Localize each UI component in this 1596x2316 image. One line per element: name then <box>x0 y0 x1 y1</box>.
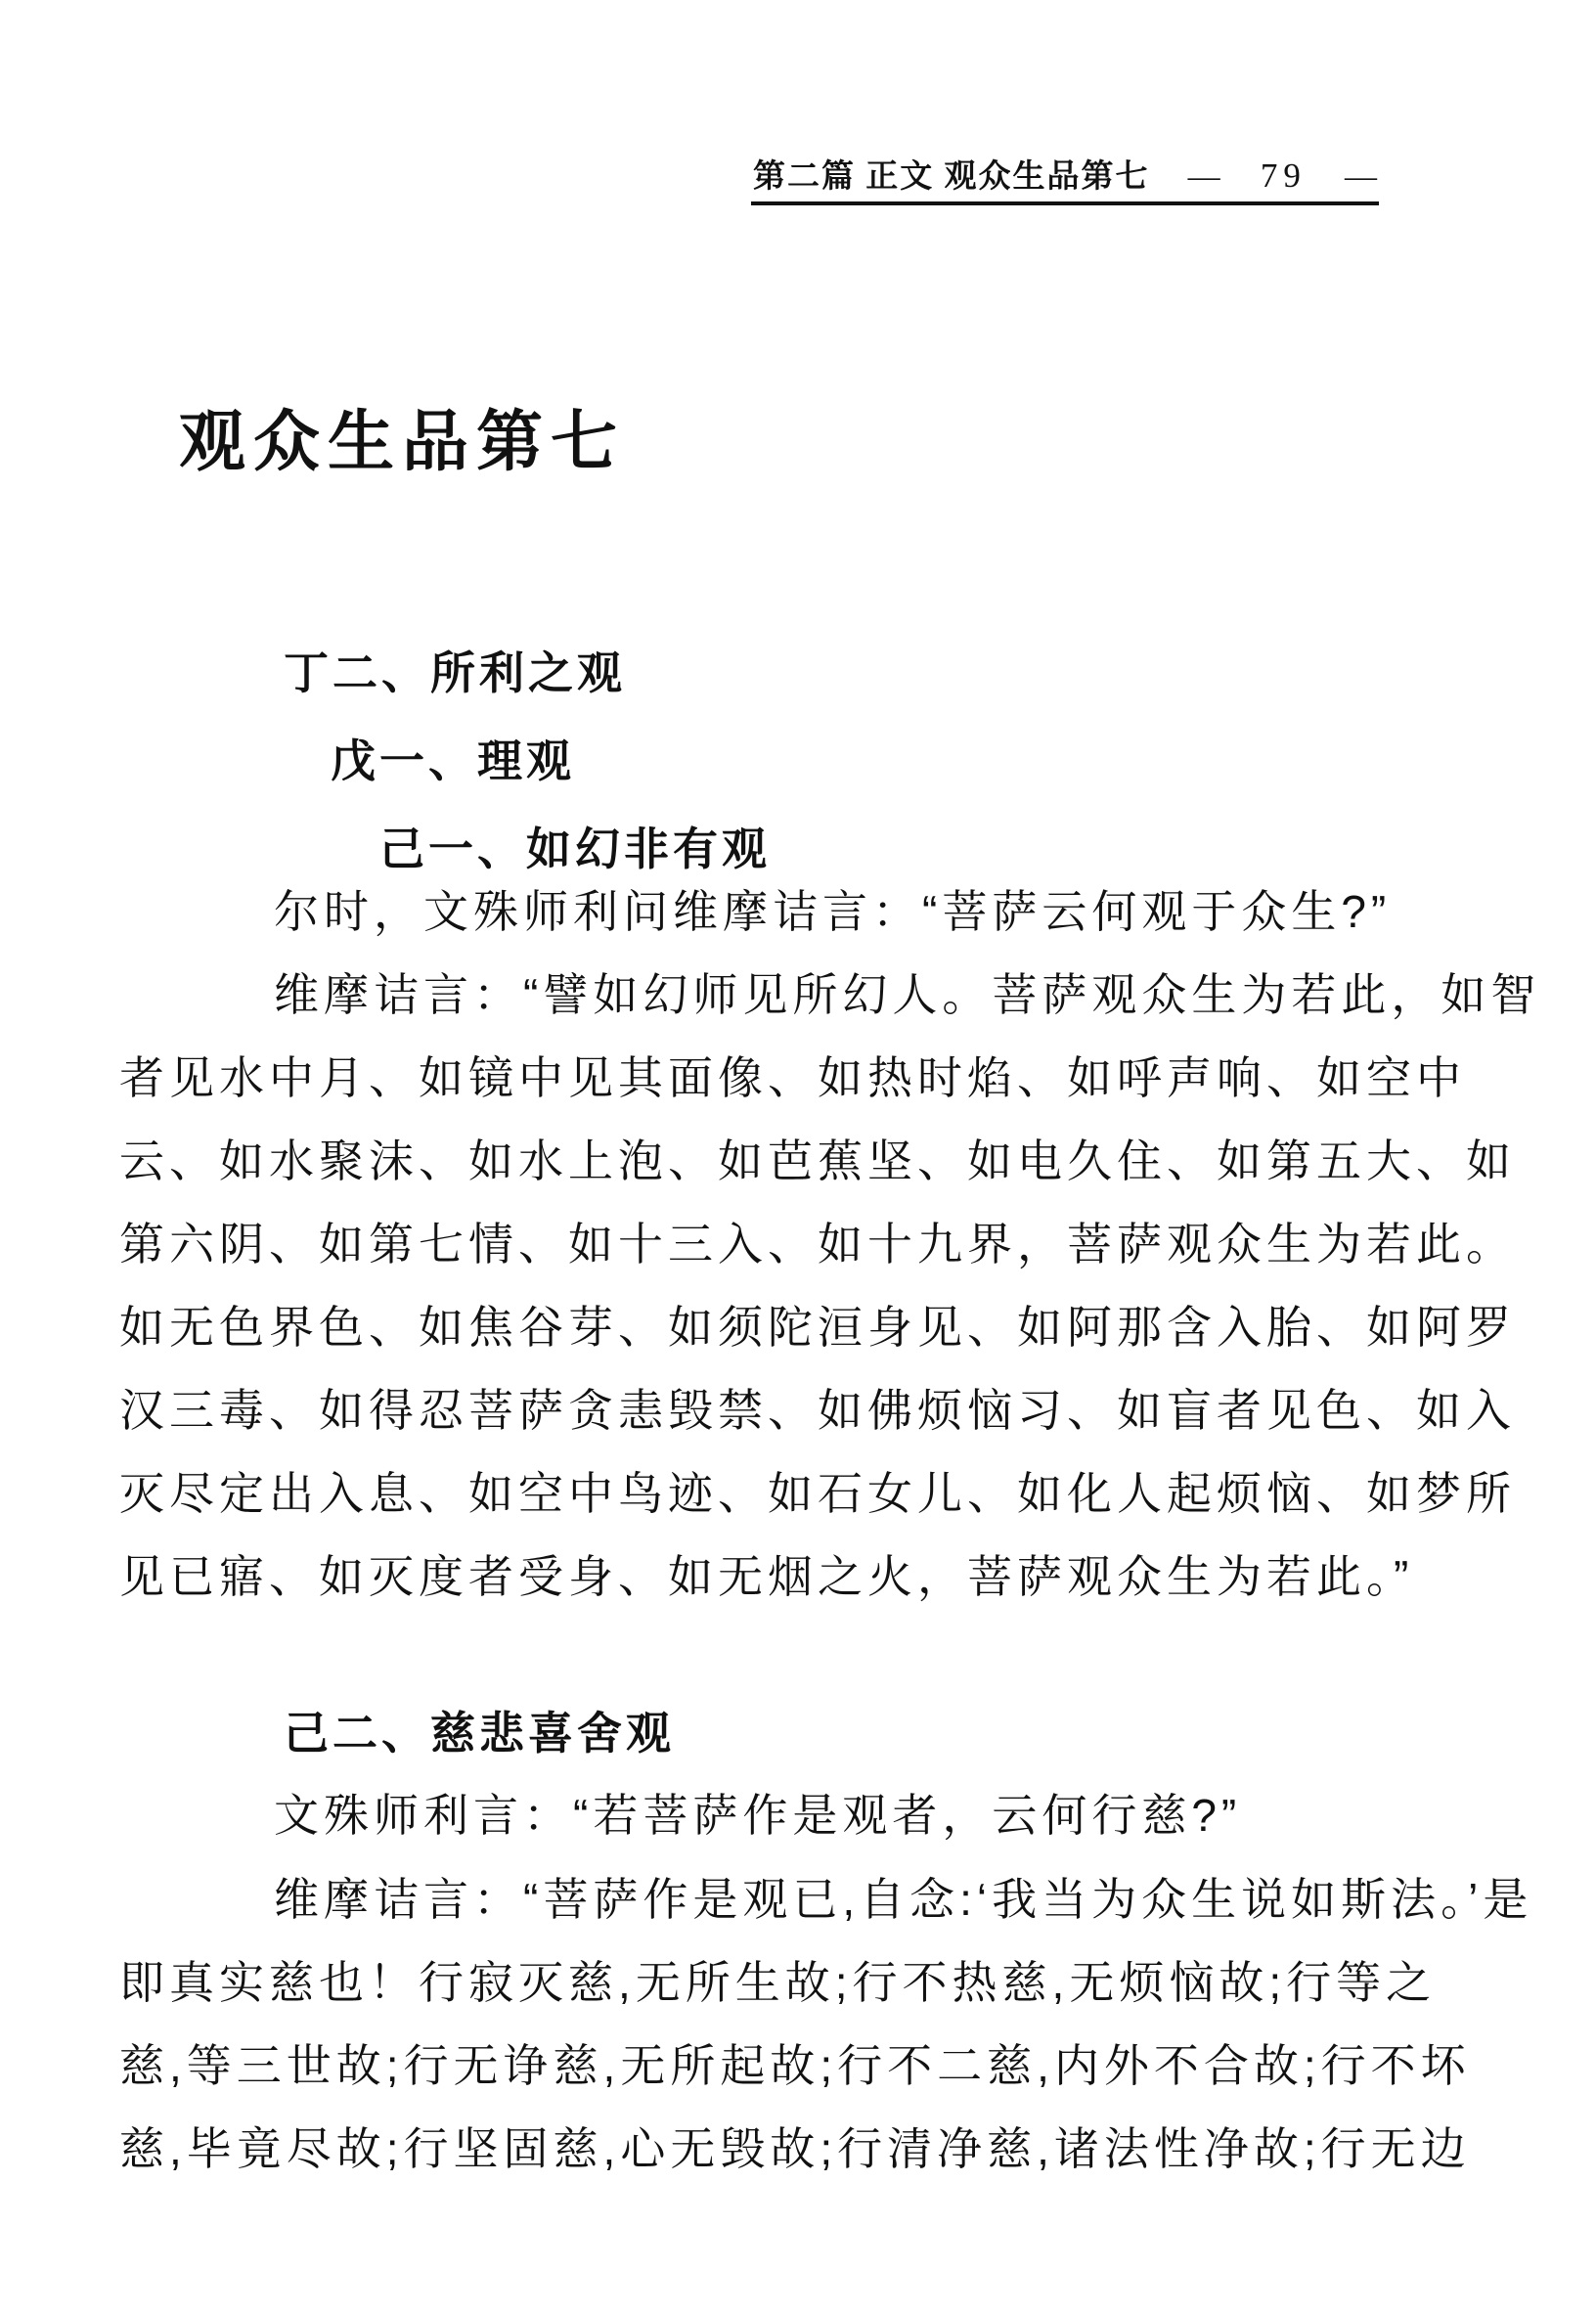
text-line: 维摩诘言：“菩萨作是观已,自念:‘我当为众生说如斯法。’是 <box>274 1874 1533 1925</box>
paragraph-question-1 <box>119 870 1481 954</box>
outline-heading-ji1: 己一、如幻非有观 <box>379 824 771 874</box>
text-line: 灭尽定出入息、如空中鸟迹、如石女儿、如化人起烦恼、如梦所 <box>119 1468 1516 1519</box>
text-line: 见已寤、如灭度者受身、如无烟之火，菩萨观众生为若此。” <box>119 1551 1414 1602</box>
text-line: 即真实慈也！行寂灭慈,无所生故;行不热慈,无烦恼故;行等之 <box>119 1957 1437 2008</box>
text-line: 汉三毒、如得忍菩萨贪恚毁禁、如佛烦恼习、如盲者见色、如入 <box>119 1385 1516 1436</box>
text-line: 慈,毕竟尽故;行坚固慈,心无毁故;行清净慈,诸法性净故;行无边 <box>119 2123 1471 2174</box>
text-line: 第六阴、如第七情、如十三入、如十九界，菩萨观众生为若此。 <box>119 1219 1516 1269</box>
text-line: 者见水中月、如镜中见其面像、如热时焰、如呼声响、如空中 <box>119 1052 1466 1103</box>
text-line: 维摩诘言：“譬如幻师见所幻人。菩萨观众生为若此，如智 <box>274 969 1541 1020</box>
outline-heading-ji2: 己二、慈悲喜舍观 <box>284 1709 675 1759</box>
running-header <box>753 151 1379 197</box>
text-line: 如无色界色、如焦谷芽、如须陀洹身见、如阿那含入胎、如阿罗 <box>119 1302 1516 1353</box>
paragraph-answer-2 <box>119 1858 1533 2191</box>
running-header-title: 第二篇 正文 观众生品第七 <box>753 159 1150 195</box>
text-line: 慈,等三世故;行无诤慈,无所起故;行不二慈,内外不合故;行不坏 <box>119 2040 1471 2091</box>
outline-heading-wu1: 戊一、理观 <box>331 736 575 786</box>
header-rule <box>751 201 1379 205</box>
paragraph-question-2 <box>119 1774 1481 1857</box>
page-number: 79 <box>1260 156 1307 195</box>
paragraph-answer-1 <box>119 954 1541 1619</box>
outline-heading-ding2: 丁二、所利之观 <box>284 648 626 698</box>
chapter-title: 观众生品第七 <box>179 405 626 479</box>
page-number-dash-left: — <box>1187 159 1222 195</box>
text-line: 云、如水聚沫、如水上泡、如芭蕉坚、如电久住、如第五大、如 <box>119 1136 1516 1186</box>
text-line: 尔时，文殊师利问维摩诘言：“菩萨云何观于众生?” <box>274 886 1392 937</box>
text-line: 文殊师利言：“若菩萨作是观者，云何行慈?” <box>274 1790 1242 1841</box>
page-number-dash-right: — <box>1344 159 1379 195</box>
